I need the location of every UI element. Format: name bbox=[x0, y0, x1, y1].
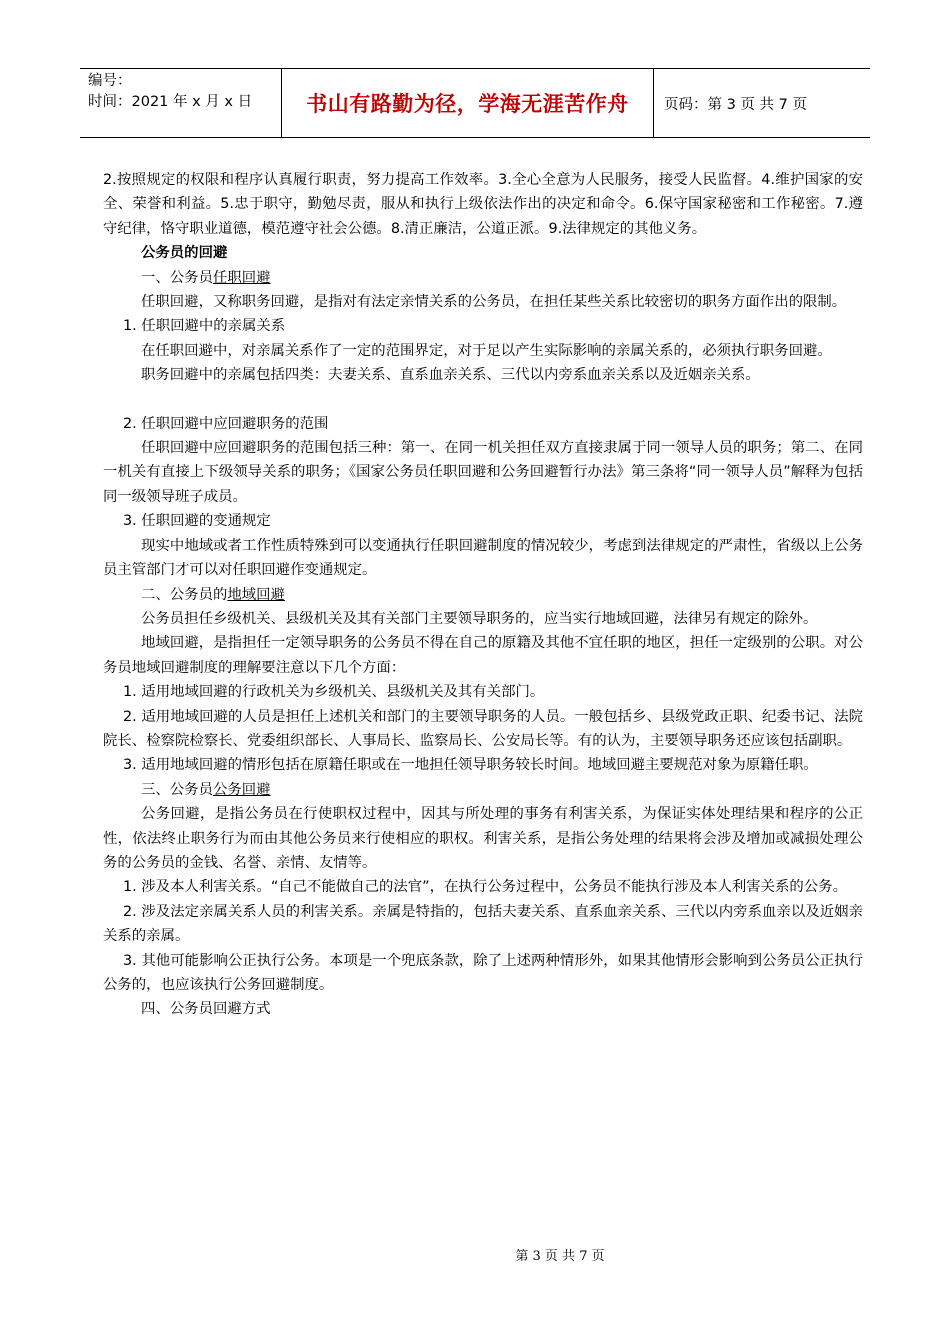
list-item: 1. 适用地域回避的行政机关为乡级机关、县级机关及其有关部门。 bbox=[123, 684, 545, 701]
paragraph: 在任职回避中，对亲属关系作了一定的范围界定，对于足以产生实际影响的亲属关系的，必须执行职务回避。 bbox=[141, 342, 832, 359]
document-date-label: 时间：2021 年 x 月 x 日 bbox=[88, 94, 253, 110]
list-heading: 2. 任职回避中应回避职务的范围 bbox=[123, 415, 329, 432]
subsection-prefix: 二、公务员的 bbox=[141, 586, 228, 603]
subsection-prefix: 三、公务员 bbox=[141, 781, 213, 798]
document-header bbox=[80, 68, 870, 138]
subsection-heading bbox=[103, 583, 863, 607]
list-item: 3. 适用地域回避的情形包括在原籍任职或在一地担任领导职务较长时间。地域回避主要规范对象为原籍任职。 bbox=[123, 757, 818, 774]
list-item: 2. 涉及法定亲属关系人员的利害关系。亲属是特指的，包括夫妻关系、直系血亲关系、三代以内旁系血亲以及近姻亲关系的亲属。 bbox=[103, 903, 863, 945]
page-footer: 第 3 页 共 7 页 bbox=[515, 1249, 605, 1264]
document-number-label: 编号： bbox=[88, 73, 132, 89]
document-body bbox=[103, 168, 863, 1022]
list-heading: 3. 任职回避的变通规定 bbox=[123, 513, 271, 530]
list-heading: 1. 任职回避中的亲属关系 bbox=[123, 318, 286, 335]
paragraph: 任职回避，又称职务回避，是指对有法定亲情关系的公务员，在担任某些关系比较密切的职务方面作出的限制。 bbox=[141, 294, 847, 311]
header-meta bbox=[80, 69, 282, 137]
header-page-label: 页码：第 3 页 共 7 页 bbox=[664, 96, 807, 113]
header-motto: 书山有路勤为径，学海无涯苦作舟 bbox=[282, 69, 654, 137]
subsection-link[interactable]: 任职回避 bbox=[212, 269, 271, 286]
paragraph: 公务回避，是指公务员在行使职权过程中，因其与所处理的事务有利害关系，为保证实体处理结果和程序的公正性，依法终止职务行为而由其他公务员来行使相应的职权。利害关系，是指公务处理的结果将会涉及增加或减损处理公务的公务员的金钱、名誉、亲情、友情等。 bbox=[103, 806, 863, 871]
list-item: 3. 其他可能影响公正执行公务。本项是一个兜底条款，除了上述两种情形外，如果其他情形会影响到公务员公正执行公务的，也应该执行公务回避制度。 bbox=[103, 952, 863, 993]
subsection-heading bbox=[103, 778, 863, 802]
list-item: 2. 适用地域回避的人员是担任上述机关和部门的主要领导职务的人员。一般包括乡、县级党政正职、纪委书记、法院院长、检察院检察长、党委组织部长、人事局长、监察局长、公安局长等。有的认为，主要领导职务还应该包括副职。 bbox=[103, 708, 863, 749]
paragraph: 地域回避，是指担任一定领导职务的公务员不得在自己的原籍及其他不宜任职的地区，担任一定级别的公职。对公务员地域回避制度的理解要注意以下几个方面： bbox=[103, 635, 863, 676]
section-heading: 公务员的回避 bbox=[141, 245, 228, 262]
paragraph: 现实中地域或者工作性质特殊到可以变通执行任职回避制度的情况较少，考虑到法律规定的严肃性，省级以上公务员主管部门才可以对任职回避作变通规定。 bbox=[103, 537, 863, 579]
list-item: 1. 涉及本人利害关系。“自己不能做自己的法官”，在执行公务过程中，公务员不能执行涉及本人利害关系的公务。 bbox=[123, 879, 847, 896]
subsection-link[interactable]: 地域回避 bbox=[227, 586, 285, 603]
spacer bbox=[103, 388, 863, 412]
subsection-link[interactable]: 公务回避 bbox=[212, 781, 271, 798]
paragraph: 任职回避中应回避职务的范围包括三种：第一、在同一机关担任双方直接隶属于同一领导人员的职务；第二、在同一机关有直接上下级领导关系的职务；《国家公务员任职回避和公务回避暂行办法》第三条将“同一领导人员”解释为包括同一级领导班子成员。 bbox=[103, 440, 863, 505]
paragraph: 职务回避中的亲属包括四类：夫妻关系、直系血亲关系、三代以内旁系血亲关系以及近姻亲关系。 bbox=[141, 367, 760, 384]
paragraph: 公务员担任乡级机关、县级机关及其有关部门主要领导职务的，应当实行地域回避，法律另有规定的除外。 bbox=[141, 610, 818, 627]
subsection-heading bbox=[103, 266, 863, 290]
subsection-heading: 四、公务员回避方式 bbox=[141, 1001, 271, 1018]
paragraph: 2.按照规定的权限和程序认真履行职责，努力提高工作效率。3.全心全意为人民服务，接受人民监督。4.维护国家的安全、荣誉和利益。5.忠于职守，勤勉尽责，服从和执行上级依法作出的决定和命令。6.保守国家秘密和工作秘密。7.遵守纪律，恪守职业道德，模范遵守社会公德。8.清正廉洁，公道正派。9.法律规定的其他义务。 bbox=[103, 172, 863, 237]
subsection-prefix: 一、公务员 bbox=[141, 269, 213, 286]
